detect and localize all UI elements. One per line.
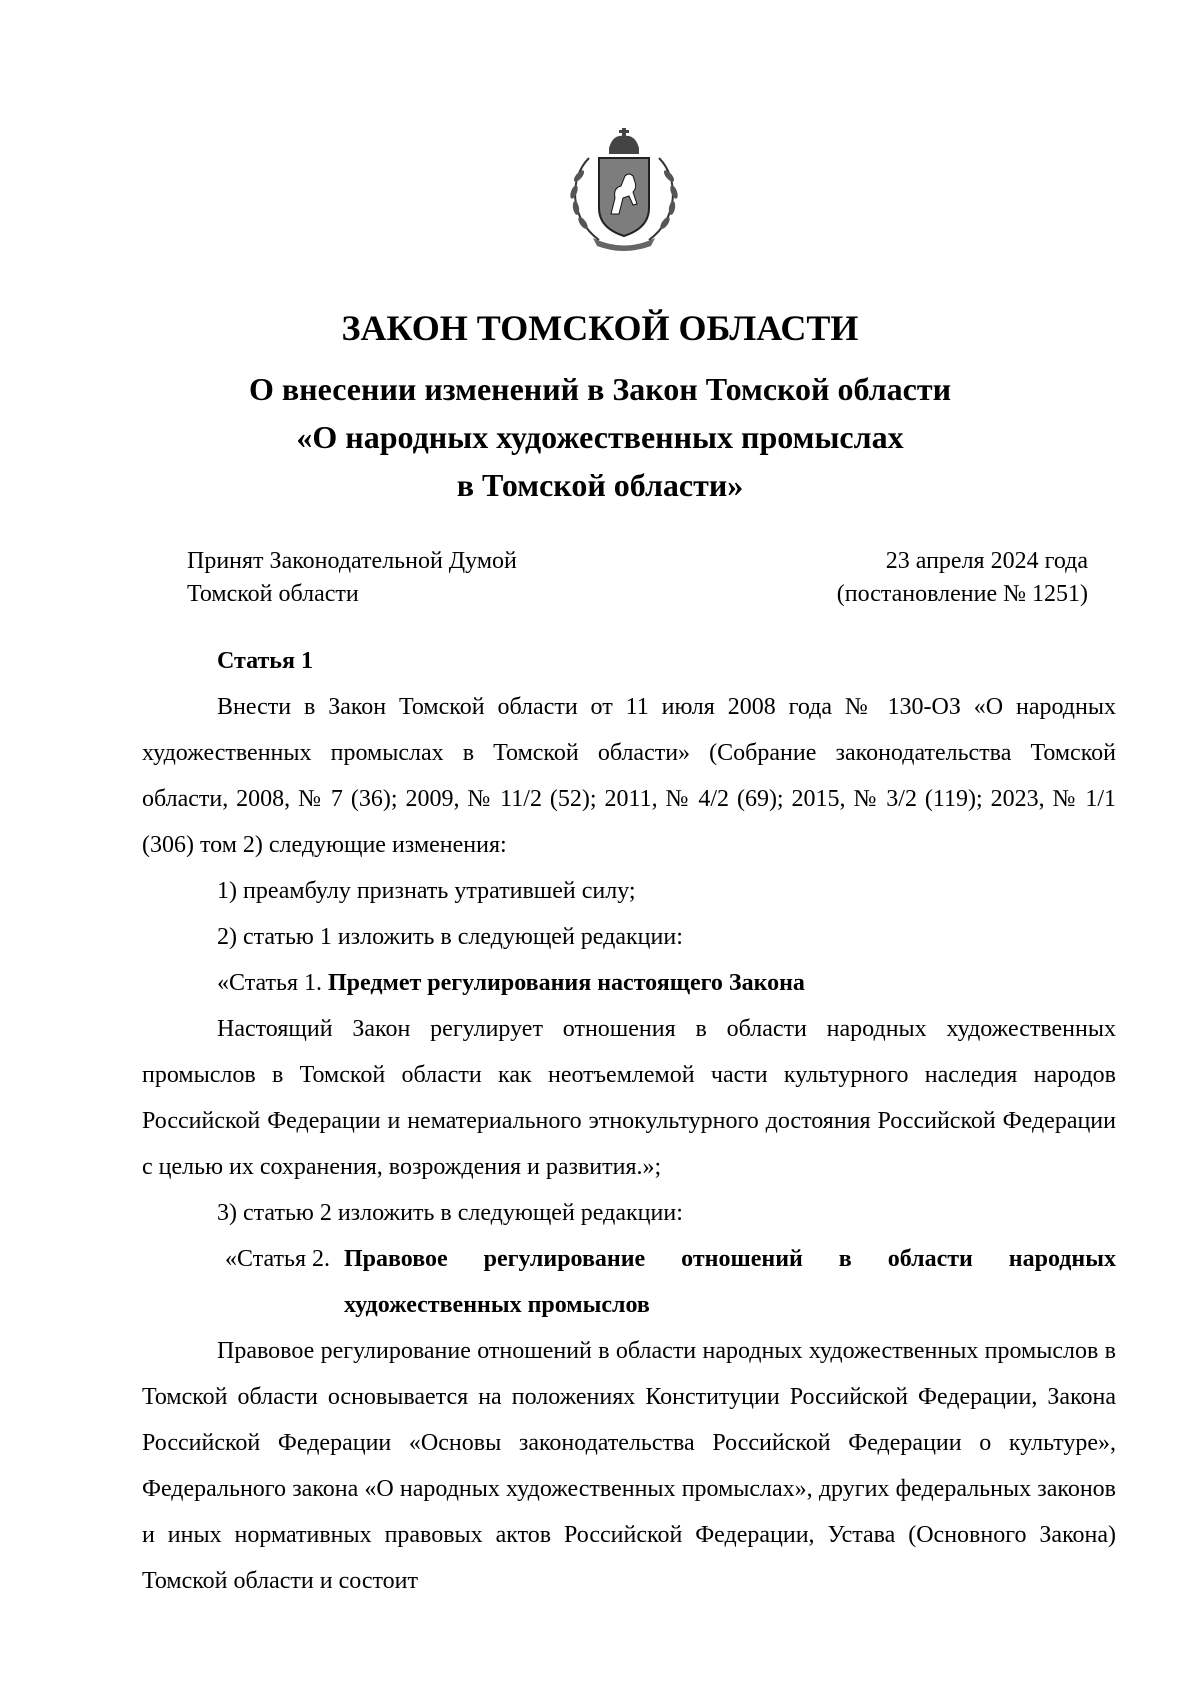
quoted-article-title: Правовое регулирование отношений в области народных художественных промыслов <box>343 1246 1116 1318</box>
quoted-article-label: «Статья 1. <box>217 970 322 996</box>
list-item: 3) статью 2 изложить в следующей редакции: <box>217 1200 683 1226</box>
quoted-article-heading <box>142 1236 1116 1328</box>
list-item: 2) статью 1 изложить в следующей редакции: <box>217 924 683 950</box>
quoted-article-label: «Статья 2. <box>225 1246 330 1272</box>
adoption-date-line: 23 апреля 2024 года <box>885 548 1088 574</box>
adoption-body-line: Томской области <box>187 581 359 607</box>
resolution-number: (постановление № 1251) <box>836 581 1088 607</box>
list-item: 1) преамбулу признать утратившей силу; <box>217 878 636 904</box>
adoption-body <box>187 545 517 611</box>
law-title: ЗАКОН ТОМСКОЙ ОБЛАСТИ <box>341 308 859 348</box>
quoted-article-title: Предмет регулирования настоящего Закона <box>327 970 805 996</box>
adoption-date <box>837 545 1088 611</box>
law-subtitle <box>0 365 1200 509</box>
adoption-body-line: Принят Законодательной Думой <box>187 548 517 574</box>
subtitle-line: в Томской области» <box>456 467 744 503</box>
subtitle-line: О внесении изменений в Закон Томской области <box>249 371 951 407</box>
subtitle-line: «О народных художественных промыслах <box>296 419 904 455</box>
quoted-article-heading <box>142 960 1116 1006</box>
tomsk-coat-of-arms-icon <box>563 128 685 253</box>
article-body <box>142 638 1116 1604</box>
article-heading: Статья 1 <box>217 648 313 674</box>
article-intro: Внести в Закон Томской области от 11 июля 2008 года № 130-ОЗ «О народных художественных промыслах в Томской области» (Собрание законодательства Томской области, 2008, № 7 (36); 2009, № 11/2 (52); 2011, № 4/2 (69); 2015, № 3/2 (119); 2023, № 1/1 (306) том 2) следующие изменения: <box>142 694 1116 858</box>
quoted-article-text: Правовое регулирование отношений в области народных художественных промыслов в Томской области основывается на положениях Конституции Российской Федерации, Закона Российской Федерации «Основы законодательства Российской Федерации о культуре», Федерального закона «О народных художественных промыслах», других федеральных законов и иных нормативных правовых актов Российской Федерации, Устава (Основного Закона) Томской области и состоит <box>142 1338 1116 1594</box>
quoted-article-text: Настоящий Закон регулирует отношения в области народных художественных промыслов в Томской области как неотъемлемой части культурного наследия народов Российской Федерации и нематериального этнокультурного достояния Российской Федерации с целью их сохранения, возрождения и развития.»; <box>142 1016 1116 1180</box>
